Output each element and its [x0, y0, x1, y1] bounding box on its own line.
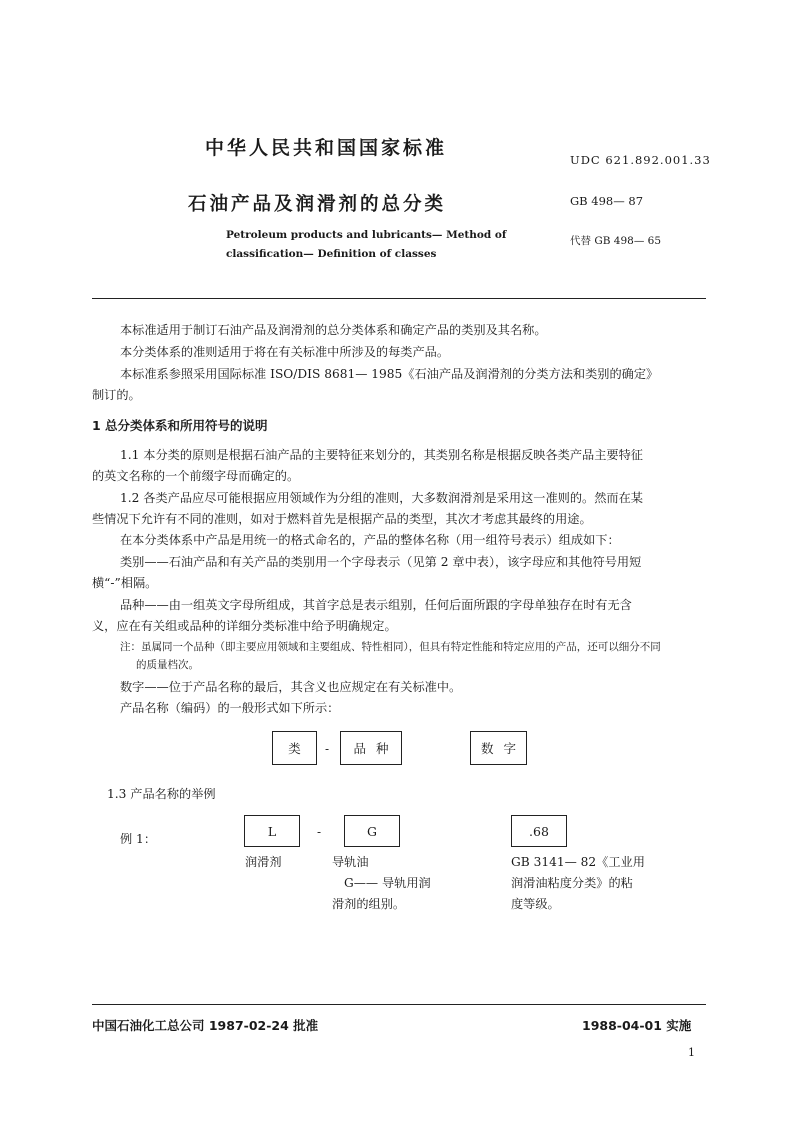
example-g-value: G: [367, 823, 377, 839]
format-dash: -: [325, 742, 330, 756]
note-line-1: 注：虽属同一个品种（即主要应用领域和主要组成、特性相同），但具有特定性能和特定应用的产品，还可以细分不同: [120, 641, 661, 653]
g-caption-line-2: G—— 导轨用润: [344, 876, 431, 890]
footer-divider: [92, 1004, 706, 1005]
format-variety-label: 品种: [353, 741, 399, 756]
variety-definition-line-1: 品种——由一组英文字母所组成，其首字总是表示组别，任何后面所跟的字母单独存在时有无含: [120, 598, 632, 612]
udc-code: UDC 621.892.001.33: [570, 153, 711, 167]
example-number-value: .68: [529, 823, 549, 839]
clause-1-3-heading: 1.3 产品名称的举例: [107, 787, 216, 801]
class-definition-line-2: 横“-”相隔。: [92, 576, 158, 590]
example-l-box: [244, 815, 300, 847]
general-form-intro: 产品名称（编码）的一般形式如下所示：: [120, 701, 340, 715]
format-class-label: 类: [288, 741, 311, 756]
number-caption-line-2: 润滑油粘度分类》的粘: [511, 876, 633, 890]
example-number-box: [511, 815, 567, 847]
example-label: 例 1：: [120, 832, 157, 846]
format-number-box: [470, 731, 527, 765]
intro-paragraph-3-line-1: 本标准系参照采用国际标准 ISO/DIS 8681— 1985《石油产品及润滑剂的分类方法和类别的确定》: [120, 367, 659, 381]
g-caption-line-1: 导轨油: [332, 855, 369, 869]
clause-1-2-format-intro: 在本分类体系中产品是用统一的格式命名的，产品的整体名称（用一组符号表示）组成如下：: [120, 533, 620, 547]
format-class-box: [272, 731, 317, 765]
english-title-line-2: classification— Definition of classes: [226, 248, 437, 260]
standard-title: 中华人民共和国国家标准: [205, 137, 448, 159]
number-caption-line-1: GB 3141— 82《工业用: [511, 855, 645, 869]
clause-1-1-line-2: 的英文名称的一个前缀字母而确定的。: [92, 469, 300, 483]
clause-1-1-line-1: 1.1 本分类的原则是根据石油产品的主要特征来划分的，其类别名称是根据反映各类产品主要特征: [120, 448, 643, 462]
english-title-line-1: Petroleum products and lubricants— Method of: [226, 229, 507, 241]
approval-line: 中国石油化工总公司 1987-02-24 批准: [92, 1018, 319, 1033]
header-divider: [92, 298, 706, 299]
intro-paragraph-3-line-2: 制订的。: [92, 388, 141, 402]
g-caption-line-3: 滑剂的组别。: [332, 897, 406, 911]
document-title: 石油产品及润滑剂的总分类: [188, 194, 447, 215]
page-number: 1: [688, 1046, 695, 1059]
replaces-standard: 代替 GB 498— 65: [570, 235, 662, 247]
section-1-heading: 1 总分类体系和所用符号的说明: [92, 418, 268, 433]
gb-number: GB 498— 87: [570, 194, 644, 208]
number-definition: 数字——位于产品名称的最后，其含义也应规定在有关标准中。: [120, 680, 462, 694]
variety-definition-line-2: 义，应在有关组或品种的详细分类标准中给予明确规定。: [92, 619, 397, 633]
intro-paragraph-2: 本分类体系的准则适用于将在有关标准中所涉及的每类产品。: [120, 345, 450, 359]
l-caption: 润滑剂: [245, 855, 282, 869]
format-variety-box: [340, 731, 402, 765]
format-number-label: 数字: [481, 741, 527, 756]
example-l-value: L: [267, 823, 277, 839]
class-definition-line-1: 类别——石油产品和有关产品的类别用一个字母表示（见第 2 章中表），该字母应和其他符号用短: [120, 555, 642, 569]
example-g-box: [344, 815, 400, 847]
note-line-2: 的质量档次。: [136, 659, 199, 671]
intro-paragraph-1: 本标准适用于制订石油产品及润滑剂的总分类体系和确定产品的类别及其名称。: [120, 323, 547, 337]
effective-date: 1988-04-01 实施: [582, 1018, 692, 1033]
example-dash: -: [317, 825, 322, 839]
number-caption-line-3: 度等级。: [511, 897, 560, 911]
clause-1-2-line-2: 些情况下允许有不同的准则，如对于燃料首先是根据产品的类型，其次才考虑其最终的用途。: [92, 512, 592, 526]
clause-1-2-line-1: 1.2 各类产品应尽可能根据应用领域作为分组的准则，大多数润滑剂是采用这一准则的。然而在某: [120, 491, 643, 505]
